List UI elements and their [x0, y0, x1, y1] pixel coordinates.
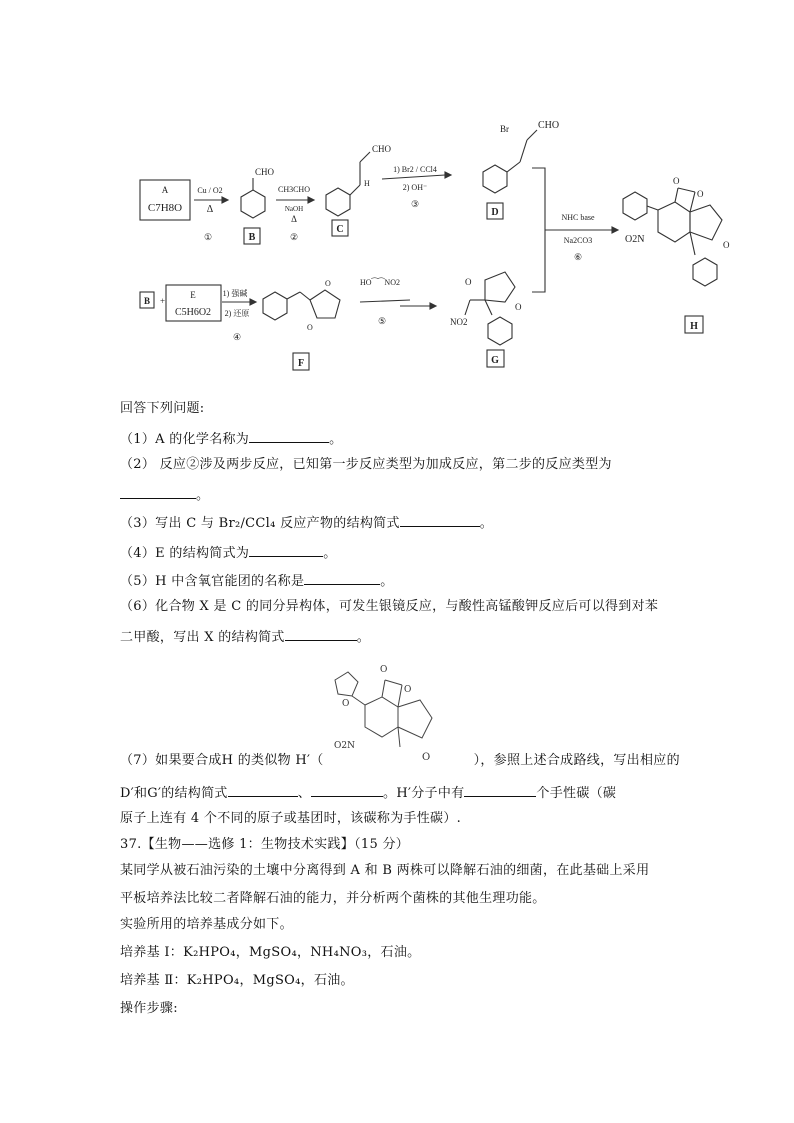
- h-ketone-o: O: [723, 240, 730, 250]
- c-cho: CHO: [372, 144, 392, 154]
- plus-sign: +: [160, 296, 166, 306]
- step2-naoh: NaOH: [284, 205, 304, 213]
- b-cho: CHO: [255, 167, 275, 177]
- ring-o: O: [404, 685, 412, 695]
- question-6-line1: （6）化合物 X 是 C 的同分异构体，可发生银镜反应，与酸性高锰酸钾反应后可以得到对苯: [120, 599, 659, 614]
- compound-b-label: B: [248, 232, 256, 243]
- d-br: Br: [500, 124, 509, 134]
- reaction-scheme: [120, 80, 760, 390]
- question-37-paragraph-2: 平板培养法比较二者降解石油的能力，并分析两个菌株的其他生理功能。: [120, 891, 546, 906]
- q6-answer-blank[interactable]: [285, 626, 357, 641]
- step5-number: ⑤: [377, 316, 387, 326]
- question-3: [120, 512, 493, 533]
- arrow-step3: [382, 175, 445, 179]
- h-prime-structure: [320, 650, 470, 765]
- compound-g-label: G: [491, 355, 499, 366]
- q5-text: （5）H 中含氧官能团的名称是: [120, 574, 305, 589]
- benzene-ring-b: [241, 190, 265, 218]
- q3-period: 。: [479, 516, 494, 531]
- h-ring-o: O: [697, 189, 704, 199]
- step1-number: ①: [203, 232, 213, 242]
- operation-steps: 操作步骤:: [120, 1001, 178, 1016]
- hprime-no2: O2N: [334, 741, 355, 751]
- intro-text: 回答下列问题:: [120, 401, 205, 416]
- cyclopentane-hprime: [398, 700, 432, 738]
- furan-o: O: [342, 699, 350, 709]
- q7-separator: 、: [297, 786, 312, 801]
- q3-answer-blank[interactable]: [400, 512, 480, 527]
- benzene-ring-c: [326, 188, 350, 216]
- compound-e-label: E: [190, 290, 196, 300]
- step3-reagent: 1) Br2 / CCl4: [393, 165, 437, 174]
- question-6-line2: [120, 626, 370, 647]
- question-5: [120, 570, 394, 591]
- medium-1: 培养基 Ⅰ：K₂HPO₄，MgSO₄，NH₄NO₃，石油。: [120, 945, 421, 960]
- q5-period: 。: [380, 574, 394, 589]
- medium-2: 培养基 Ⅱ：K₂HPO₄，MgSO₄，石油。: [120, 973, 354, 988]
- q7-g-prime-blank[interactable]: [311, 782, 383, 797]
- g-o2: O: [515, 302, 522, 312]
- q3-text: （3）写出 C 与 Br₂/CCl₄ 反应产物的结构简式: [120, 516, 400, 531]
- cyclopentanedione-f: [310, 290, 340, 318]
- question-37-title: 37.【生物——选修 1：生物技术实践】（15 分）: [120, 837, 410, 852]
- question-37-paragraph-1: 某同学从被石油污染的土壤中分离得到 A 和 B 两株可以降解石油的细菌，在此基础上采用: [120, 863, 650, 878]
- h-lactone-o: O: [673, 176, 680, 186]
- question-7-line1: [120, 752, 680, 770]
- arrow-step5a: [360, 300, 410, 302]
- benzyl-ring-g: [488, 317, 512, 345]
- question-2-line1: （2） 反应②涉及两步反应，已知第一步反应类型为加成反应，第二步的反应类型为: [120, 457, 612, 472]
- step3-base: 2) OH⁻: [402, 183, 428, 192]
- q7-chiral-count-blank[interactable]: [464, 782, 536, 797]
- step3-number: ③: [410, 199, 420, 209]
- question-37-paragraph-3: 实验所用的培养基成分如下。: [120, 917, 293, 932]
- q7-text-suffix: ），参照上述合成路线，写出相应的: [473, 753, 680, 768]
- h-no2: O2N: [625, 234, 645, 245]
- question-4: [120, 542, 337, 563]
- step2-heat: Δ: [291, 214, 297, 224]
- q7-chiral-suffix: 个手性碳（碳: [536, 786, 617, 801]
- step6-number: ⑥: [573, 252, 583, 262]
- f-o2: O: [307, 323, 313, 332]
- compound-h-label: H: [690, 321, 698, 332]
- step2-reagent: CH3CHO: [277, 185, 311, 194]
- h-prime-diagram: [320, 650, 470, 765]
- step1-heat: Δ: [206, 204, 214, 215]
- cyclohexane-h: [658, 202, 690, 242]
- g-no2: NO2: [450, 317, 468, 327]
- synthesis-route-diagram: [120, 80, 760, 390]
- q6-text: 二甲酸，写出 X 的结构简式: [120, 630, 285, 645]
- step4-reagent: 1) 强碱: [222, 289, 248, 298]
- q7-d-prime-blank[interactable]: [228, 782, 298, 797]
- c-h: H: [364, 179, 370, 188]
- q2-answer-blank[interactable]: [120, 484, 196, 499]
- step1-reagent: Cu / O2: [197, 186, 223, 195]
- compound-d-label: D: [491, 207, 499, 218]
- ketone-o: O: [422, 752, 431, 763]
- question-7-line3: 原子上连有 4 个不同的原子或基团时，该碳称为手性碳）.: [120, 811, 462, 826]
- benzyl-ring-h: [693, 258, 717, 286]
- q7-d-g-text: D′和G′的结构简式: [120, 786, 228, 801]
- q4-text: （4）E 的结构简式为: [120, 546, 250, 561]
- benzene-ring-d: [483, 165, 507, 193]
- q4-answer-blank[interactable]: [249, 542, 323, 557]
- step4-number: ④: [232, 332, 242, 342]
- cyclopentanedione-g: [485, 272, 515, 302]
- compound-f-label: F: [297, 358, 305, 369]
- benzene-ring-h: [623, 192, 647, 220]
- q7-chiral-text: 。H′分子中有: [383, 786, 465, 801]
- q2-period: 。: [196, 488, 210, 503]
- question-1: [120, 428, 342, 449]
- reactant-b-label: B: [143, 296, 151, 306]
- step6-base: Na2CO3: [563, 236, 593, 245]
- step5-reagent: HO⁀⁀NO2: [360, 278, 400, 287]
- q1-answer-blank[interactable]: [249, 428, 329, 443]
- q1-text: （1）A 的化学名称为: [120, 432, 250, 447]
- g-o1: O: [465, 277, 472, 287]
- f-o1: O: [325, 279, 331, 288]
- lactone-o: O: [380, 665, 388, 675]
- question-2-line2: [120, 484, 209, 505]
- cyclopentane-h: [690, 205, 722, 240]
- step4-reduce: 2) 还原: [224, 309, 250, 318]
- compound-c-label: C: [336, 224, 344, 235]
- compound-a-formula: C7H8O: [147, 202, 183, 214]
- question-7-line2: [120, 782, 616, 803]
- compound-a-label: A: [161, 185, 169, 195]
- cyclohexane-hprime: [365, 697, 398, 737]
- compound-e-formula: C5H6O2: [174, 307, 212, 318]
- q4-period: 。: [323, 546, 337, 561]
- d-cho: CHO: [538, 120, 560, 131]
- q5-answer-blank[interactable]: [304, 570, 380, 585]
- benzene-ring-f: [263, 292, 287, 320]
- q6-period: 。: [356, 630, 371, 645]
- step2-number: ②: [289, 232, 299, 242]
- reactant-bracket: [532, 168, 545, 292]
- furan-ring: [335, 672, 358, 696]
- q7-text-prefix: （7）如果要合成H 的类似物 H′（: [120, 753, 324, 768]
- step6-reagent: NHC base: [561, 213, 595, 222]
- q1-period: 。: [329, 432, 343, 447]
